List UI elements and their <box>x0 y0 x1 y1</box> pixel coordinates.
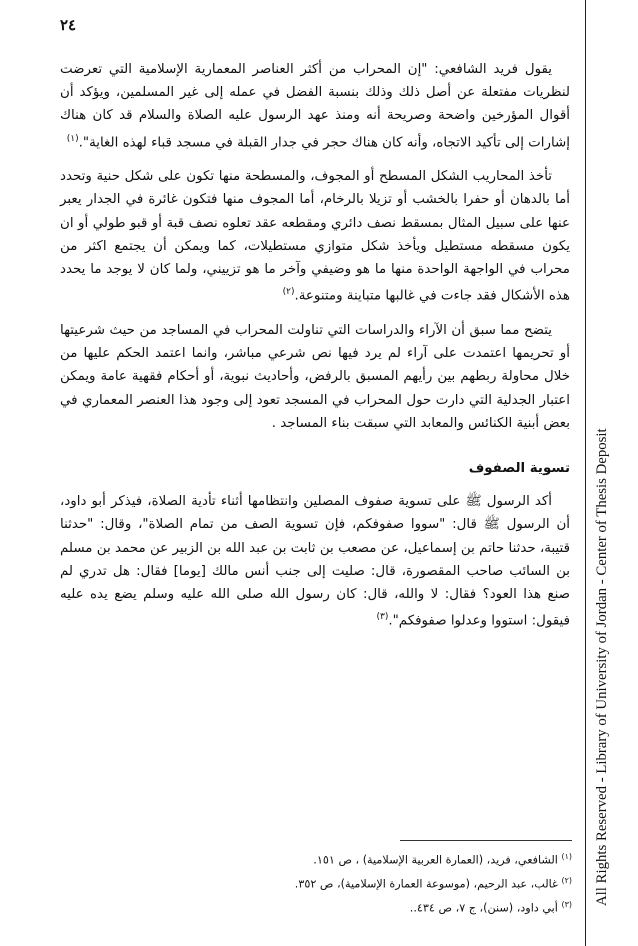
footnote-number: (١) <box>561 852 572 861</box>
margin-line <box>585 0 586 946</box>
footnote-text: الشافعي، فريد، (العمارة العربية الإسلامية) ، ص ١٥١. <box>313 853 558 867</box>
footnote-text: أبي داود، (سنن)، ج ٧، ص ٤٣٤.. <box>409 902 558 916</box>
footnote-separator <box>400 840 572 841</box>
footnotes <box>250 847 572 920</box>
page-body <box>60 58 570 633</box>
reference-mark-3: (٣) <box>376 612 389 623</box>
footnote-text: غالب، عبد الرحيم، (موسوعة العمارة الإسلامية)، ص ٣٥٢. <box>294 877 558 891</box>
section-heading: تسوية الصفوف <box>468 460 570 476</box>
paragraph-4 <box>60 490 570 633</box>
footnote-item <box>250 871 572 895</box>
reference-mark-2: (٢) <box>282 287 295 298</box>
paragraph-2 <box>60 165 570 308</box>
page-number: ٢٤ <box>60 16 77 34</box>
paragraph-4-text: أكد الرسول ﷺ على تسوية صفوف المصلين وانتظامها أثناء تأدية الصلاة، فيذكر أبو داود، أن الرسول ﷺ قال: "سووا صفوفكم، فإن تسوية الصف من تمام الصلاة"، وقال: "حدثنا قتيبة، حدثنا حاتم بن إسماعيل، عن مصعب بن ثابت بن عبد الله بن الزبير عن محمد بن مسلم بن السائب صاحب المقصورة، قال: صليت إلى جنب أنس مالك [يوما] فقال: هل تدري لم صنع هذا العود؟ فقال: لا والله، قال: كان رسول الله صلى الله عليه وسلم يضع يده عليه فيقول: استووا وعدلوا صفوفكم". <box>60 494 570 629</box>
paragraph-1-text: يقول فريد الشافعي: "إن المحراب من أكثر العناصر المعمارية الإسلامية التي تعرضت لنظريات مفتعلة عن أصل ذلك وذلك بنسبة الفضل في عمله إلى غير المسلمين، ويؤكد أن أقوال المؤرخين واضحة وصريحة أنه ومنذ عهد الرسول عليه الصلاة والسلام قد كان هناك إشارات إلى تأكيد الاتجاه، وأنه كان هناك حجر في جدار القبلة في مسجد قباء لهذه الغاية". <box>60 62 570 151</box>
reference-mark-1: (١) <box>66 133 79 144</box>
footnote-item <box>250 847 572 871</box>
paragraph-3-text: يتضح مما سبق أن الآراء والدراسات التي تناولت المحراب في المساجد من حيث شرعيتها أو تحريمها اعتمدت على آراء لم يرد فيها نص شرعي مباشر، وانما اعتمد الحكم عليها من خلال محاولة ربطهم بين رأيهم المسبق بالرفض، وأحاديث نبوية، أو أحكام فقهية عامة ويمكن اعتبار الجدلية التي دارت حول المحراب في المسجد تعود إلى وجود هذا العنصر المعماري في بعض أبنية الكنائس والمعابد التي سبقت بناء المساجد . <box>60 322 570 431</box>
footnote-number: (٣) <box>561 900 572 910</box>
paragraph-2-text: تأخذ المحاريب الشكل المسطح أو المجوف، والمسطحة منها تكون على شكل حنية وتحدد أما بالدهان أو حفرا بالخشب أو تزيلا بالرخام، أما المجوف منها فتكون غائرة في الجدار يعبر عنها على سبيل المثال بمسقط نصف دائري ومقطعه عقد تعلوه نصف قبة أو قبو طولي أو ان يكون مسقطه مستطيل ويأخذ شكل متوازي مستطيلات، كما ويمكن أن يجتمع اكثر من محراب في الواجهة الواحدة منها ما هو وضيفي وآخر ما هو تزييني، ولما كان لا يوجد ما يحدد هذه الأشكال فقد جاءت في غالبها متباينة ومتنوعة. <box>60 169 570 304</box>
paragraph-1 <box>60 58 570 154</box>
deposit-watermark: All Rights Reserved - Library of University of Jordan - Center of Thesis Deposit <box>594 428 610 906</box>
footnote-number: (٢) <box>561 876 572 886</box>
paragraph-3 <box>60 319 570 435</box>
footnote-item <box>250 895 572 919</box>
